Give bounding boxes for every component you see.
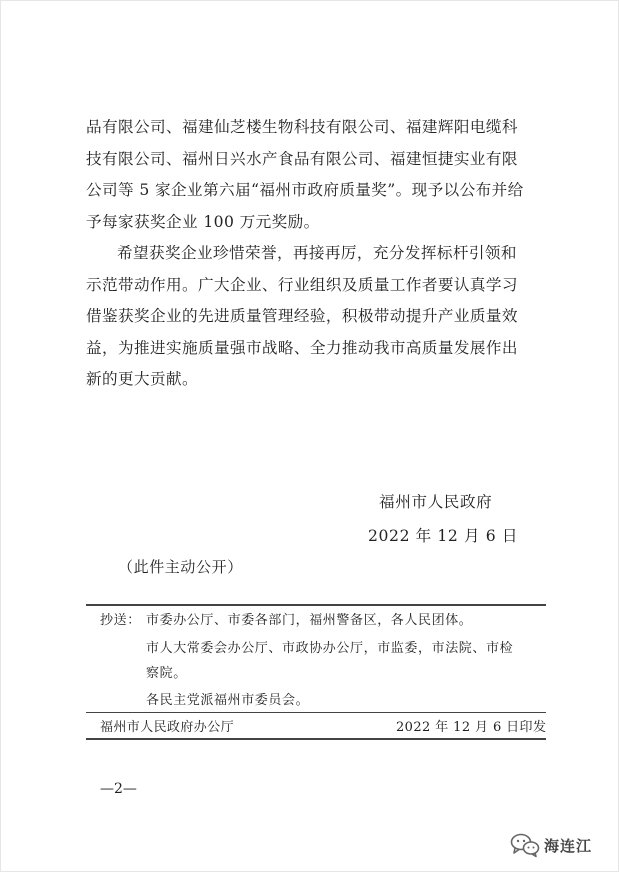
text-line: 示范带动作用。广大企业、行业组织及质量工作者要认真学习 [86, 275, 518, 294]
text-line: 技有限公司、福州日兴水产食品有限公司、福建恒捷实业有限 [86, 149, 518, 168]
paragraph-1 [86, 112, 536, 238]
cc-recipients-2: 市人大常委会办公厅、市政协办公厅，市监委，市法院、市检 [146, 641, 514, 656]
text-line: 新的更大贡献。 [86, 370, 198, 388]
wechat-icon [510, 832, 540, 858]
cc-recipients-4: 各民主党派福州市委员会。 [146, 693, 310, 708]
cc-recipients-3: 察院。 [146, 666, 187, 681]
watermark-text: 海连江 [544, 836, 593, 855]
text-line: 予每家获奖企业 100 万元奖励。 [86, 212, 320, 231]
divider-bottom [86, 738, 546, 740]
cc-recipients-1: 市委办公厅、市委各部门，福州警备区，各人民团体。 [146, 613, 473, 628]
text-line: 品有限公司、福建仙芝楼生物科技有限公司、福建辉阳电缆科 [86, 118, 518, 136]
divider-top [86, 604, 546, 606]
page-number: —2— [100, 781, 137, 797]
disclosure-note: （此件主动公开） [118, 558, 243, 576]
text-line: 益，为推进实施质量强市战略、全力推动我市高质量发展作出 [86, 338, 518, 357]
issuer-name: 福州市人民政府 [379, 493, 493, 511]
text-line: 借鉴获奖企业的先进质量管理经验，积极带动提升产业质量效 [86, 307, 518, 325]
divider-middle [86, 712, 546, 713]
text-line: 希望获奖企业珍惜荣誉，再接再厉，充分发挥标杆引领和 [117, 244, 517, 262]
issuing-office: 福州市人民政府办公厅 [100, 720, 235, 735]
document-body [86, 112, 536, 396]
paragraph-2 [86, 238, 536, 396]
print-date: 2022 年 12 月 6 日印发 [396, 720, 547, 735]
cc-label: 抄送： [100, 613, 141, 628]
watermark [510, 832, 592, 858]
text-line: 公司等 5 家企业第六届“福州市政府质量奖”。现予以公布并给 [86, 181, 524, 199]
issue-date: 2022 年 12 月 6 日 [368, 527, 519, 545]
